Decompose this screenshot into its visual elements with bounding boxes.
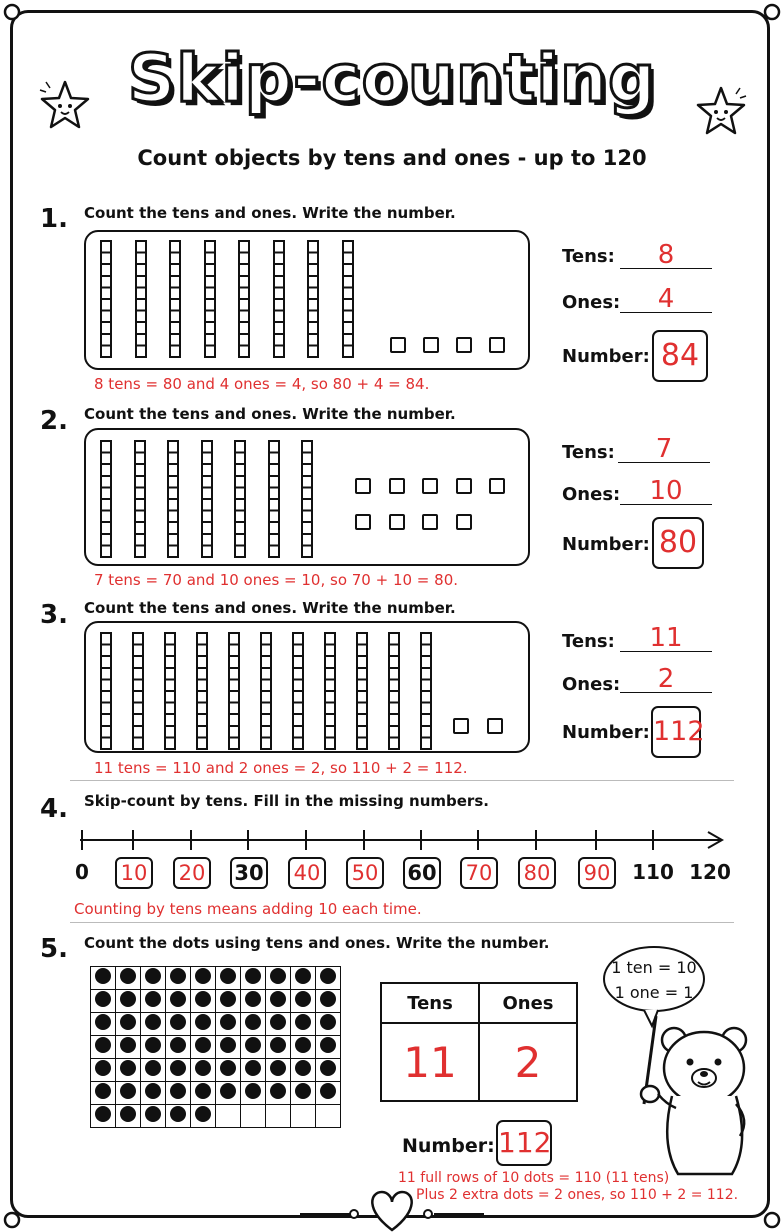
dot xyxy=(295,991,311,1007)
explanation: 8 tens = 80 and 4 ones = 4, so 80 + 4 = 84. xyxy=(94,375,430,393)
dot-grid-cell xyxy=(266,1036,291,1059)
dot xyxy=(145,1014,161,1030)
number-line-answer-box[interactable]: 90 xyxy=(578,857,616,889)
dot xyxy=(195,968,211,984)
unit-cube xyxy=(487,718,503,734)
dot xyxy=(195,1037,211,1053)
dot xyxy=(170,1014,186,1030)
dot xyxy=(170,991,186,1007)
dot xyxy=(245,1060,261,1076)
unit-cube xyxy=(453,718,469,734)
ones-label: Ones: xyxy=(562,484,621,505)
question-number: 1. xyxy=(40,204,68,234)
dot-grid-cell xyxy=(216,1105,241,1128)
dot xyxy=(120,1083,136,1099)
dot xyxy=(95,1106,111,1122)
unit-cube xyxy=(422,514,438,530)
explanation-line-1: 11 full rows of 10 dots = 110 (11 tens) xyxy=(398,1170,670,1186)
number-answer[interactable]: 112 xyxy=(496,1120,552,1166)
dot-grid-cell xyxy=(166,1013,191,1036)
dot-grid-cell xyxy=(91,990,116,1013)
section-divider xyxy=(70,922,734,923)
question-number: 3. xyxy=(40,600,68,630)
ten-rod xyxy=(307,240,319,358)
ten-rod xyxy=(100,440,112,558)
dot-grid-cell xyxy=(291,1059,316,1082)
unit-cube xyxy=(355,478,371,494)
dot-grid-cell xyxy=(216,990,241,1013)
dot xyxy=(195,1083,211,1099)
number-line-given-box[interactable]: 30 xyxy=(230,857,268,889)
dot-grid-cell xyxy=(141,1013,166,1036)
dot-grid-cell xyxy=(91,1082,116,1105)
dot xyxy=(95,1060,111,1076)
dot-grid-cell xyxy=(141,1082,166,1105)
tens-label: Tens: xyxy=(562,246,615,267)
dot xyxy=(145,1083,161,1099)
dot-grid-cell xyxy=(291,967,316,990)
dot-grid-cell xyxy=(266,1059,291,1082)
ten-rod xyxy=(100,632,112,750)
question-instruction: Skip-count by tens. Fill in the missing numbers. xyxy=(84,792,489,810)
number-label: Number: xyxy=(562,346,650,367)
dot-grid-cell xyxy=(291,1013,316,1036)
dot-grid-cell xyxy=(291,1036,316,1059)
ten-rod xyxy=(260,632,272,750)
tens-answer[interactable]: 8 xyxy=(620,242,712,269)
dot-grid-row xyxy=(91,1105,341,1128)
dot xyxy=(295,1083,311,1099)
dot xyxy=(195,1106,211,1122)
dot xyxy=(220,968,236,984)
unit-cube xyxy=(389,514,405,530)
question-instruction: Count the tens and ones. Write the number. xyxy=(84,599,456,617)
dot-grid-cell xyxy=(241,1013,266,1036)
dot xyxy=(270,991,286,1007)
dot xyxy=(170,1083,186,1099)
ones-answer[interactable]: 4 xyxy=(620,286,712,313)
number-line-answer-box[interactable]: 80 xyxy=(518,857,556,889)
question-instruction: Count the tens and ones. Write the number. xyxy=(84,204,456,222)
dot-grid-cell xyxy=(316,1013,341,1036)
explanation: Counting by tens means adding 10 each time. xyxy=(74,900,422,918)
unit-cube xyxy=(390,337,406,353)
ten-rod xyxy=(324,632,336,750)
dot xyxy=(295,968,311,984)
dot xyxy=(195,1060,211,1076)
unit-cube xyxy=(355,514,371,530)
dot xyxy=(95,1083,111,1099)
dot-grid-row xyxy=(91,1036,341,1059)
unit-cube xyxy=(389,478,405,494)
question-instruction: Count the dots using tens and ones. Write the number. xyxy=(84,934,550,952)
dot-grid-cell xyxy=(241,1082,266,1105)
ten-rod xyxy=(268,440,280,558)
dot-grid-cell xyxy=(166,1105,191,1128)
dot xyxy=(170,968,186,984)
dot xyxy=(120,1014,136,1030)
dot-grid-cell xyxy=(116,1082,141,1105)
ten-rod xyxy=(204,240,216,358)
dot xyxy=(195,1014,211,1030)
dot-grid-row xyxy=(91,967,341,990)
dot xyxy=(295,1037,311,1053)
number-answer[interactable]: 80 xyxy=(652,517,704,569)
ten-rod xyxy=(196,632,208,750)
tens-column-header: Tens xyxy=(381,983,479,1023)
dot xyxy=(270,1037,286,1053)
ten-rod xyxy=(356,632,368,750)
dot-grid-cell xyxy=(241,1059,266,1082)
dot xyxy=(145,1037,161,1053)
dot-grid-cell xyxy=(166,1036,191,1059)
ten-rod xyxy=(134,440,146,558)
dot xyxy=(245,1014,261,1030)
dot-grid-cell xyxy=(266,1013,291,1036)
number-line-answer-box[interactable]: 20 xyxy=(173,857,211,889)
ones-answer[interactable]: 2 xyxy=(620,666,712,693)
dot-grid-cell xyxy=(216,1082,241,1105)
dot-grid-cell xyxy=(241,1036,266,1059)
ten-rod xyxy=(164,632,176,750)
question-number: 4. xyxy=(40,794,68,824)
dot-grid-cell xyxy=(91,967,116,990)
ten-rod xyxy=(167,440,179,558)
dot-grid-cell xyxy=(116,1059,141,1082)
dot xyxy=(95,968,111,984)
dot-grid-cell xyxy=(316,1105,341,1128)
unit-cube xyxy=(489,337,505,353)
dot-grid-cell xyxy=(191,990,216,1013)
dot-grid-cell xyxy=(216,1013,241,1036)
dot-grid-row xyxy=(91,1059,341,1082)
dot-grid-cell xyxy=(116,967,141,990)
dot xyxy=(145,1060,161,1076)
dot-grid-cell xyxy=(116,990,141,1013)
dot-grid-cell xyxy=(141,1036,166,1059)
number-answer[interactable]: 112 xyxy=(651,706,701,758)
dot-grid-cell xyxy=(216,967,241,990)
explanation: 11 tens = 110 and 2 ones = 2, so 110 + 2 = 112. xyxy=(94,759,468,777)
number-line-answer-box[interactable]: 10 xyxy=(115,857,153,889)
dot-grid-cell xyxy=(291,1082,316,1105)
number-label: Number: xyxy=(562,722,650,743)
dot-grid-cell xyxy=(316,1059,341,1082)
dot-grid-row xyxy=(91,1013,341,1036)
dot-grid-cell xyxy=(91,1013,116,1036)
ten-rod xyxy=(420,632,432,750)
dot xyxy=(120,1106,136,1122)
dot-grid-cell xyxy=(241,1105,266,1128)
dot-grid-cell xyxy=(316,967,341,990)
dot xyxy=(320,1060,336,1076)
ones-cell[interactable]: 2 xyxy=(479,1023,577,1101)
dot-grid-cell xyxy=(266,967,291,990)
dot-grid-cell xyxy=(316,1036,341,1059)
ones-column-header: Ones xyxy=(479,983,577,1023)
dot xyxy=(320,1037,336,1053)
dot xyxy=(295,1014,311,1030)
dot-grid-cell xyxy=(141,967,166,990)
ten-rod xyxy=(273,240,285,358)
dot xyxy=(270,1060,286,1076)
dot-grid-cell xyxy=(216,1059,241,1082)
dot-grid-cell xyxy=(166,967,191,990)
dot-grid-cell xyxy=(191,1036,216,1059)
dot xyxy=(220,1083,236,1099)
dot-grid-cell xyxy=(316,990,341,1013)
dot-grid-cell xyxy=(116,1013,141,1036)
ten-rod xyxy=(201,440,213,558)
dot-grid-cell xyxy=(266,990,291,1013)
ten-rod xyxy=(132,632,144,750)
dot-grid-cell xyxy=(266,1105,291,1128)
dot xyxy=(320,1083,336,1099)
dot xyxy=(95,1014,111,1030)
ones-label: Ones: xyxy=(562,292,621,313)
dot xyxy=(295,1060,311,1076)
ten-rod xyxy=(292,632,304,750)
unit-cube xyxy=(456,337,472,353)
dot xyxy=(245,991,261,1007)
question-number: 2. xyxy=(40,406,68,436)
ten-rod xyxy=(135,240,147,358)
unit-cube xyxy=(456,514,472,530)
ten-rod xyxy=(388,632,400,750)
dot-grid-cell xyxy=(141,990,166,1013)
dot xyxy=(320,991,336,1007)
dot-grid-cell xyxy=(191,1013,216,1036)
number-line-given-box[interactable]: 60 xyxy=(403,857,441,889)
dot xyxy=(245,1083,261,1099)
unit-cube xyxy=(456,478,472,494)
dot xyxy=(145,968,161,984)
question-instruction: Count the tens and ones. Write the number. xyxy=(84,405,456,423)
unit-cube xyxy=(489,478,505,494)
number-answer[interactable]: 84 xyxy=(652,330,708,382)
dot xyxy=(170,1106,186,1122)
number-line-answer-box[interactable]: 40 xyxy=(288,857,326,889)
tens-answer[interactable]: 11 xyxy=(620,625,712,652)
number-line-label: 110 xyxy=(632,860,674,884)
dot-grid-cell xyxy=(191,1082,216,1105)
dot xyxy=(95,1037,111,1053)
explanation: 7 tens = 70 and 10 ones = 10, so 70 + 10 = 80. xyxy=(94,571,458,589)
dot xyxy=(120,968,136,984)
number-label: Number: xyxy=(402,1135,495,1157)
dot-grid-cell xyxy=(216,1036,241,1059)
ten-rod xyxy=(100,240,112,358)
number-label: Number: xyxy=(562,534,650,555)
dot-grid-cell xyxy=(291,1105,316,1128)
dot-grid-cell xyxy=(241,990,266,1013)
page-title: Skip-counting xyxy=(127,40,657,117)
dot xyxy=(270,1083,286,1099)
dot-grid-cell xyxy=(91,1036,116,1059)
dot xyxy=(220,1037,236,1053)
number-line-label: 0 xyxy=(75,860,89,884)
dot-grid-cell xyxy=(91,1059,116,1082)
dot-grid-cell xyxy=(241,967,266,990)
ten-rod xyxy=(301,440,313,558)
dot-grid-cell xyxy=(141,1105,166,1128)
bear-mascot xyxy=(600,944,770,1184)
dot-grid xyxy=(90,966,341,1128)
ten-rod xyxy=(342,240,354,358)
dot xyxy=(320,1014,336,1030)
ten-rod xyxy=(238,240,250,358)
bubble-line-1: 1 ten = 10 xyxy=(611,958,697,977)
place-value-table xyxy=(380,982,578,1102)
dot-grid-cell xyxy=(116,1036,141,1059)
ten-rod xyxy=(228,632,240,750)
dot xyxy=(95,991,111,1007)
explanation-line-2: Plus 2 extra dots = 2 ones, so 110 + 2 = 112. xyxy=(416,1187,739,1203)
dot-grid-cell xyxy=(91,1105,116,1128)
dot xyxy=(120,991,136,1007)
ones-label: Ones: xyxy=(562,674,621,695)
dot xyxy=(245,1037,261,1053)
dot-grid-row xyxy=(91,990,341,1013)
dot xyxy=(170,1060,186,1076)
dot xyxy=(270,968,286,984)
dot xyxy=(145,991,161,1007)
dot-grid-cell xyxy=(166,1082,191,1105)
number-line xyxy=(0,826,784,856)
number-line-answer-box[interactable]: 50 xyxy=(346,857,384,889)
dot-grid-cell xyxy=(266,1082,291,1105)
dot xyxy=(120,1060,136,1076)
tens-cell[interactable]: 11 xyxy=(381,1023,479,1101)
dot-grid-cell xyxy=(191,967,216,990)
dot xyxy=(195,991,211,1007)
dot-grid-cell xyxy=(291,990,316,1013)
dot xyxy=(120,1037,136,1053)
unit-cube xyxy=(422,478,438,494)
question-number: 5. xyxy=(40,934,68,964)
page-subtitle: Count objects by tens and ones - up to 120 xyxy=(137,146,647,170)
number-line-label: 120 xyxy=(689,860,731,884)
unit-cube xyxy=(423,337,439,353)
ten-rod xyxy=(234,440,246,558)
bubble-line-2: 1 one = 1 xyxy=(614,983,694,1002)
dot-grid-row xyxy=(91,1082,341,1105)
section-divider xyxy=(70,780,734,781)
dot xyxy=(220,991,236,1007)
tens-label: Tens: xyxy=(562,631,615,652)
ones-answer[interactable]: 10 xyxy=(620,478,712,505)
dot-grid-cell xyxy=(191,1105,216,1128)
dot-grid-cell xyxy=(116,1105,141,1128)
number-line-answer-box[interactable]: 70 xyxy=(460,857,498,889)
dot xyxy=(270,1014,286,1030)
dot xyxy=(320,968,336,984)
dot-grid-cell xyxy=(166,990,191,1013)
dot-grid-cell xyxy=(191,1059,216,1082)
dot-grid-cell xyxy=(141,1059,166,1082)
ten-rod xyxy=(169,240,181,358)
dot xyxy=(145,1106,161,1122)
dot xyxy=(245,968,261,984)
tens-answer[interactable]: 7 xyxy=(618,436,710,463)
tens-label: Tens: xyxy=(562,442,615,463)
dot xyxy=(220,1014,236,1030)
dot xyxy=(170,1037,186,1053)
dot xyxy=(220,1060,236,1076)
dot-grid-cell xyxy=(166,1059,191,1082)
dot-grid-cell xyxy=(316,1082,341,1105)
